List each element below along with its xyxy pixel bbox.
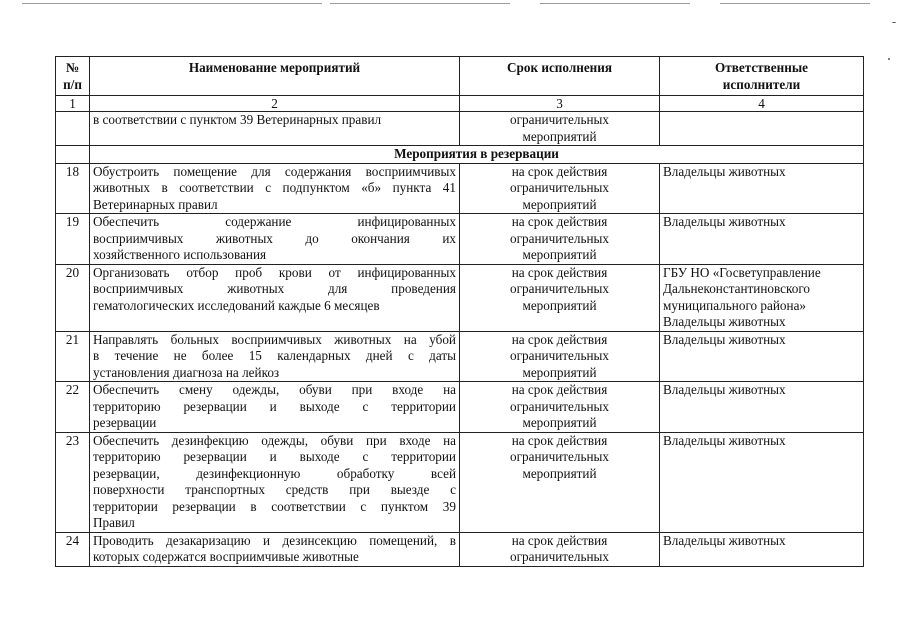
row-number: 23	[56, 432, 90, 532]
measure-responsible-line: Владельцы животных	[663, 432, 786, 448]
table-header-row	[56, 57, 864, 96]
measure-name-line: Организовать отбор проб крови от инфицированных	[93, 264, 456, 280]
measure-name-line: резервации	[93, 415, 157, 430]
measure-responsible	[660, 214, 864, 265]
header-number	[56, 57, 90, 96]
measure-responsible	[660, 432, 864, 532]
measure-name-line: территории резервации в соответствии с пунктом 39	[93, 498, 456, 514]
measures-rows	[56, 163, 864, 566]
table-row	[56, 382, 864, 433]
section-number-cell	[56, 146, 90, 164]
column-index-cell: 1	[56, 96, 90, 112]
measure-name-line: гематологических исследований каждые 6 месяцев	[93, 297, 380, 313]
measure-name	[90, 432, 460, 532]
measure-name	[90, 214, 460, 265]
measure-responsible-line: Владельцы животных	[663, 382, 786, 397]
scan-artifact-line	[540, 3, 690, 4]
continuation-name-cell: в соответствии с пунктом 39 Ветеринарных правил	[90, 112, 460, 146]
measure-name-line: поверхности транспортных средств при выезде с	[93, 482, 456, 497]
header-responsible-line1: Ответственные	[714, 60, 808, 75]
measure-term-line: мероприятий	[522, 297, 597, 313]
measure-responsible	[660, 532, 864, 566]
measure-term-line: ограничительных	[510, 398, 609, 414]
measure-name-line: территорию резервации и выходе с территории	[93, 398, 456, 414]
row-number: 21	[56, 331, 90, 382]
measure-name-line: Правил	[93, 515, 135, 530]
section-title: Мероприятия в резервации	[90, 146, 864, 164]
table-row	[56, 214, 864, 265]
scan-speck	[888, 58, 890, 60]
measure-term-line: на срок действия	[511, 264, 608, 280]
measure-term-line: мероприятий	[522, 364, 597, 380]
section-row	[56, 146, 864, 164]
measure-name-line: восприимчивых животных для проведения	[93, 281, 456, 296]
measure-name-line: Направлять больных восприимчивых животных на убой	[93, 331, 456, 347]
measure-name	[90, 264, 460, 331]
row-number: 22	[56, 382, 90, 433]
measure-term	[460, 331, 660, 382]
measure-term-line: на срок действия	[511, 382, 608, 397]
measure-responsible	[660, 163, 864, 214]
measure-responsible-line: Владельцы животных	[663, 331, 786, 347]
continuation-term-line: ограничительных	[510, 112, 609, 127]
measure-term-line: ограничительных	[510, 348, 609, 363]
measure-name	[90, 532, 460, 566]
measures-table	[55, 56, 864, 567]
measure-term-line: ограничительных	[510, 449, 609, 464]
row-number: 20	[56, 264, 90, 331]
continuation-number-cell	[56, 112, 90, 146]
row-number: 24	[56, 532, 90, 566]
measure-name-line: Ветеринарных правил	[93, 196, 218, 212]
column-index-cell: 4	[660, 96, 864, 112]
measure-name-line: установления диагноза на лейкоз	[93, 364, 280, 380]
measure-term	[460, 264, 660, 331]
continuation-term-line: мероприятий	[522, 128, 597, 144]
header-term: Срок исполнения	[460, 57, 660, 96]
row-number: 18	[56, 163, 90, 214]
measure-name-line: Обеспечить смену одежды, обуви при входе на	[93, 382, 456, 397]
measure-name-line: хозяйственного использования	[93, 247, 267, 262]
measure-responsible-line: Дальнеконстантиновского	[663, 281, 811, 296]
column-index-row	[56, 96, 864, 112]
continuation-term-cell	[460, 112, 660, 146]
measure-name	[90, 331, 460, 382]
measure-responsible-line: муниципального района»	[663, 297, 807, 313]
table-row	[56, 432, 864, 532]
table-row	[56, 264, 864, 331]
measure-term-line: на срок действия	[511, 532, 608, 548]
measure-term-line: мероприятий	[522, 196, 597, 212]
measure-responsible	[660, 331, 864, 382]
measure-name-line: животных в соответствии с подпунктом «б» пункта 41	[93, 180, 456, 195]
column-index-cell: 2	[90, 96, 460, 112]
measure-responsible-line: Владельцы животных	[663, 163, 786, 179]
measure-term	[460, 432, 660, 532]
scan-artifact-line	[330, 3, 510, 4]
table-row	[56, 163, 864, 214]
measure-term-line: на срок действия	[511, 214, 608, 229]
measure-term-line: мероприятий	[522, 465, 597, 481]
measure-term	[460, 214, 660, 265]
header-number-line2: п/п	[63, 76, 82, 92]
column-index-cell: 3	[460, 96, 660, 112]
measure-responsible-line: Владельцы животных	[663, 214, 786, 229]
measure-responsible-line: Владельцы животных	[663, 532, 786, 548]
header-responsible	[660, 57, 864, 96]
measure-name	[90, 382, 460, 433]
measure-responsible-line: Владельцы животных	[663, 314, 786, 329]
measure-term-line: на срок действия	[511, 432, 608, 448]
measure-term-line: на срок действия	[511, 163, 608, 179]
header-name: Наименование мероприятий	[90, 57, 460, 96]
continuation-responsible-cell	[660, 112, 864, 146]
scan-artifact-line	[720, 3, 870, 4]
measure-term	[460, 532, 660, 566]
measure-name-line: Проводить дезакаризацию и дезинсекцию помещений, в	[93, 532, 456, 548]
row-number: 19	[56, 214, 90, 265]
table-row	[56, 331, 864, 382]
measure-name-line: Обустроить помещение для содержания восприимчивых	[93, 163, 456, 179]
scan-speck	[892, 22, 896, 23]
header-responsible-line2: исполнители	[722, 76, 801, 92]
scan-artifact-line	[22, 3, 322, 4]
measure-term-line: ограничительных	[510, 180, 609, 195]
measure-name-line: восприимчивых животных до окончания их	[93, 230, 456, 246]
measure-responsible-line: ГБУ НО «Госветуправление	[663, 264, 821, 280]
measure-term-line: ограничительных	[510, 230, 609, 246]
measure-responsible	[660, 382, 864, 433]
table-row	[56, 532, 864, 566]
measure-name-line: которых содержатся восприимчивые животные	[93, 549, 359, 564]
measure-term-line: на срок действия	[511, 331, 608, 347]
measure-name-line: в течение не более 15 календарных дней с даты	[93, 348, 456, 363]
continuation-row	[56, 112, 864, 146]
measure-term	[460, 163, 660, 214]
header-number-line1: №	[65, 60, 80, 75]
measure-term-line: ограничительных	[510, 281, 609, 296]
measure-name-line: резервации, дезинфекционную обработку всей	[93, 465, 456, 481]
measure-term-line: мероприятий	[522, 247, 597, 262]
measure-name-line: Обеспечить содержание инфицированных	[93, 214, 456, 229]
measure-name-line: Обеспечить дезинфекцию одежды, обуви при входе на	[93, 432, 456, 448]
measure-term-line: мероприятий	[522, 415, 597, 430]
measure-term	[460, 382, 660, 433]
measure-name	[90, 163, 460, 214]
measure-name-line: территорию резервации и выходе с территории	[93, 449, 456, 464]
measure-responsible	[660, 264, 864, 331]
measure-term-line: ограничительных	[510, 549, 609, 564]
